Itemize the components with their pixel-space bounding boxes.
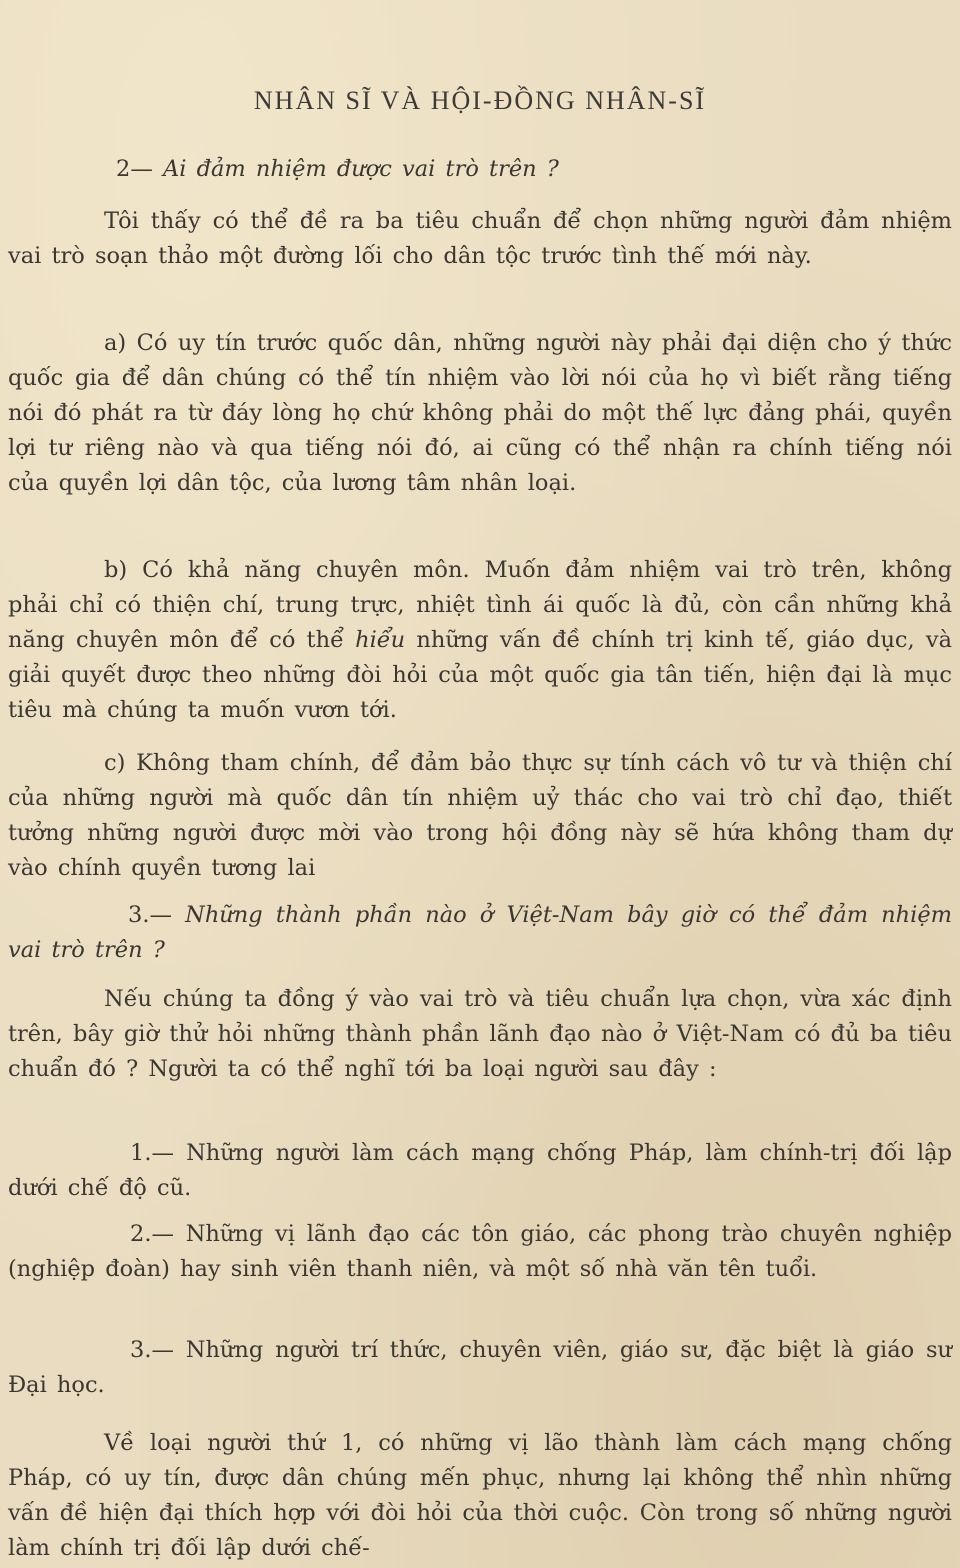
section-2-question: Ai đảm nhiệm được vai trò trên ?	[162, 156, 559, 182]
criterion-b-emphasis: hiểu	[355, 627, 406, 653]
criterion-c	[8, 746, 952, 886]
paragraph-section-3-intro: Nếu chúng ta đồng ý vào vai trò và tiêu chuẩn lựa chọn, vừa xác định trên, bây giờ thử hỏi những thành phần lãnh đạo nào ở Việt-Nam có đủ ba tiêu chuẩn đó ? Người ta có thể nghĩ tới ba loại người sau đây :	[8, 986, 952, 1082]
list-item-3	[8, 1333, 952, 1403]
list-item-1	[8, 1136, 952, 1206]
section-3-heading-line	[8, 898, 952, 968]
list-item-2	[8, 1217, 952, 1287]
list-item-1-text: 1.— Những người làm cách mạng chống Pháp, làm chính-trị đối lập dưới chế độ cũ.	[8, 1140, 952, 1201]
section-3-number: 3.—	[128, 902, 172, 928]
paragraph-intro: Tôi thấy có thể đề ra ba tiêu chuẩn để chọn những người đảm nhiệm vai trò soạn thảo một đường lối cho dân tộc trước tình thế mới này.	[8, 208, 952, 269]
list-item-3-text: 3.— Những người trí thức, chuyên viên, giáo sư, đặc biệt là giáo sư Đại học.	[8, 1337, 952, 1398]
section-3-intro	[8, 982, 952, 1087]
paragraph-criterion-a: a) Có uy tín trước quốc dân, những người này phải đại diện cho ý thức quốc gia để dân chúng có thể tín nhiệm vào lời nói của họ vì biết rằng tiếng nói đó phát ra từ đáy lòng họ chứ không phải do một thế lực đảng phái, quyền lợi tư riêng nào và qua tiếng nói đó, ai cũng có thể nhận ra chính tiếng nói của quyền lợi dân tộc, của lương tâm nhân loại.	[8, 330, 952, 496]
criterion-b-text-1: b) Có khả năng chuyên môn. Muốn đảm nhiệm vai trò trên, không phải chỉ có thiện chí, trung trực, nhiệt tình ái quốc là đủ, còn cần những khả năng chuyên môn để có thể	[8, 557, 952, 653]
criterion-b-text-2: những vấn đề chính trị kinh tế, giáo dục, và giải quyết được theo những đòi hỏi của một quốc gia tân tiến, hiện đại là mục tiêu mà chúng ta muốn vươn tới.	[8, 627, 952, 723]
section-2-intro	[8, 204, 952, 274]
discussion-paragraph	[8, 1426, 952, 1566]
criterion-b	[8, 553, 952, 728]
section-3-heading	[8, 898, 952, 968]
section-2-number: 2—	[116, 156, 153, 182]
section-2-heading	[8, 152, 952, 187]
paragraph-criterion-c: c) Không tham chính, để đảm bảo thực sự tính cách vô tư và thiện chí của những người mà quốc dân tín nhiệm uỷ thác cho vai trò chỉ đạo, thiết tưởng những người được mời vào trong hội đồng này sẽ hứa không tham dự vào chính quyền tương lai	[8, 750, 952, 881]
running-head: NHÂN SĨ VÀ HỘI-ĐỒNG NHÂN-SĨ	[253, 86, 707, 115]
section-3-question: Những thành phần nào ở Việt-Nam bây giờ có thể đảm nhiệm vai trò trên ?	[8, 902, 952, 963]
paragraph-discussion: Về loại người thứ 1, có những vị lão thành làm cách mạng chống Pháp, có uy tín, được dân chúng mến phục, nhưng lại không thể nhìn những vấn đề hiện đại thích hợp với đòi hỏi của thời cuộc. Còn trong số những người làm chính trị đối lập dưới chế-	[8, 1430, 952, 1561]
criterion-a	[8, 326, 952, 501]
list-item-2-text: 2.— Những vị lãnh đạo các tôn giáo, các phong trào chuyên nghiệp (nghiệp đoàn) hay sinh viên thanh niên, và một số nhà văn tên tuổi.	[8, 1221, 952, 1282]
paragraph-criterion-b	[8, 553, 952, 728]
